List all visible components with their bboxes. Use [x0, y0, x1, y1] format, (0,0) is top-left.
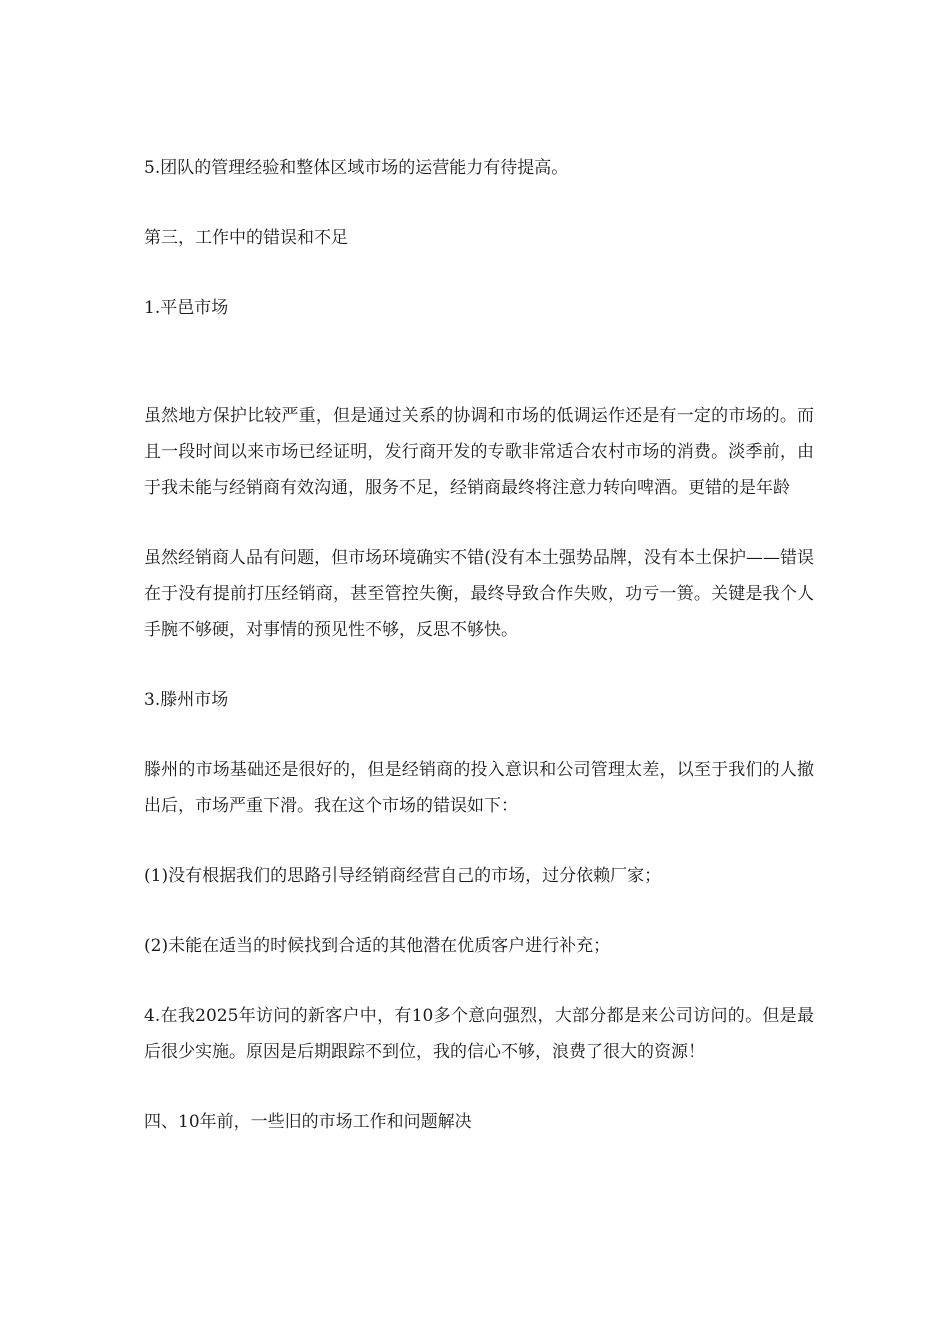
paragraph-distributor-issue: 虽然经销商人品有问题，但市场环境确实不错(没有本土强势品牌，没有本土保护——错误在于没有提前打压经销商，甚至管控失衡，最终导致合作失败，功亏一篑。关键是我个人手腕不够硬，对事情的预见性不够，反思不够快。 [144, 548, 814, 640]
subheading-tengzhou-market: 3.滕州市场 [144, 690, 229, 710]
paragraph-pingyi-detail: 虽然地方保护比较严重，但是通过关系的协调和市场的低调运作还是有一定的市场的。而且一段时间以来市场已经证明，发行商开发的专歌非常适合农村市场的消费。淡季前，由于我未能与经销商有效沟通，服务不足，经销商最终将注意力转向啤酒。更错的是年龄 [144, 406, 814, 498]
paragraph-new-customers: 4.在我2025年访问的新客户中，有10多个意向强烈，大部分都是来公司访问的。但是最后很少实施。原因是后期跟踪不到位，我的信心不够，浪费了很大的资源！ [144, 1006, 814, 1062]
list-item-mistake-2: (2)未能在适当的时候找到合适的其他潜在优质客户进行补充； [144, 936, 611, 956]
subheading-pingyi-market: 1.平邑市场 [144, 298, 229, 318]
document-body [144, 150, 814, 1140]
section-heading-mistakes: 第三，工作中的错误和不足 [144, 228, 348, 248]
paragraph-tengzhou-detail: 滕州的市场基础还是很好的，但是经销商的投入意识和公司管理太差，以至于我们的人撤出后，市场严重下滑。我在这个市场的错误如下： [144, 760, 814, 816]
paragraph-team-capability: 5.团队的管理经验和整体区域市场的运营能力有待提高。 [144, 158, 569, 178]
section-heading-old-market-work: 四、10年前，一些旧的市场工作和问题解决 [144, 1112, 472, 1132]
list-item-mistake-1: (1)没有根据我们的思路引导经销商经营自己的市场，过分依赖厂家； [144, 866, 662, 886]
